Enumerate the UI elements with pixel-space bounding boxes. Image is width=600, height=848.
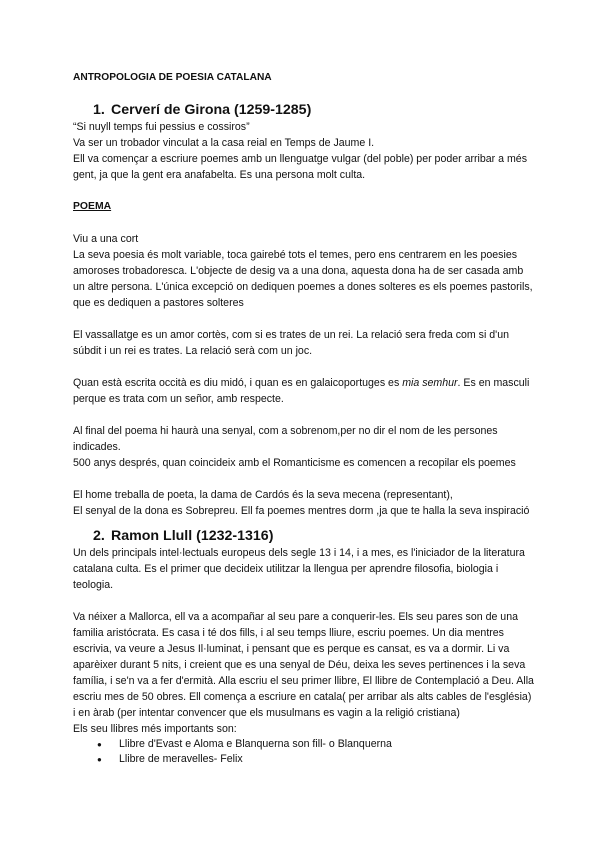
paragraph-text: Quan està escrita occità es diu midó, i quan es en galaicoportuges es	[73, 377, 403, 389]
paragraph: El vassallatge es un amor cortès, com si es trates de un rei. La relació sera freda com si d'un súbdit i un rei es trates. La relació serà com un joc.	[73, 329, 509, 357]
document-title: ANTROPOLOGIA DE POESIA CATALANA	[73, 72, 272, 83]
section-1-heading	[73, 101, 535, 119]
paragraph: La seva poesia és molt variable, toca gairebé tots el temes, pero ens centrarem en les poesies amoroses trobadoresca. L'objecte de desig va a una dona, aquesta dona ha de ser casada amb un altre persona. L'única excepció on dediquen poemes a dones solteres es els poemes pastorils, que es dediquen a pastores solteres	[73, 249, 533, 309]
document-body	[73, 70, 535, 767]
section-1-number: 1.	[93, 102, 105, 118]
paragraph: El home treballa de poeta, la dama de Cardós és la seva mecena (representant),	[73, 489, 453, 501]
section-2-number: 2.	[93, 528, 105, 544]
emphasis-text: mia semhur	[402, 377, 458, 389]
spacer	[73, 215, 535, 231]
spacer	[73, 593, 535, 609]
section-1-title: Cerverí de Girona (1259-1285)	[111, 102, 312, 118]
section-2-title: Ramon Llull (1232-1316)	[111, 528, 274, 544]
paragraph: Viu a una cort	[73, 233, 139, 245]
list-item: ● Llibre d'Evast e Aloma e Blanquerna son fill- o Blanquerna	[107, 737, 535, 752]
paragraph	[73, 375, 535, 407]
paragraph: Un dels principals intel·lectuals europeus dels segle 13 i 14, i a mes, es l'iniciador de la literatura catalana culta. Es el primer que decideix utilitzar la llengua per aprendre filosofia, biologia i teologia.	[73, 547, 525, 591]
paragraph: 500 anys després, quan coincideix amb el Romanticisme es comencen a recopilar els poemes	[73, 457, 516, 469]
spacer	[73, 519, 535, 527]
section-1-line: Ell va començar a escriure poemes amb un llenguatge vulgar (del poble) per poder arribar a més gent, ja que la gent era anafabelta. Es una persona molt culta.	[73, 153, 528, 181]
poema-subheading: POEMA	[73, 201, 112, 212]
spacer	[73, 183, 535, 199]
paragraph: Va néixer a Mallorca, ell va a acompañar al seu pare a conquerir-les. Els seu pares son de una familia aristócrata. Es casa i té dos fills, i al seu temps lliure, escriu poemes. Un dia mentres escrivia, va veure a Jesus Il·luminat, i pensant que es perque es cansat, es va a dormir. Li va aparèixer durant 5 nits, i creient que es una senyal de Déu, deixa les seves pertinences i la seva família, i se'n va a fer d'ermità. Alla escriu el seu primer llibre, El llibre de Contemplació a Deu. Alla escriu mes de 50 obres. Ell comença a escriure en catala( per arribar als alts cables de l'església) i en àrab (per intentar convencer que els musulmans es vagin a la religió cristiana)	[73, 611, 534, 719]
book-list	[73, 737, 535, 767]
spacer	[73, 311, 535, 327]
paragraph: Els seu llibres més importants son:	[73, 723, 237, 735]
paragraph-text: . Es en masculi perque es trata com un señor, amb respecte.	[73, 377, 530, 405]
section-1-quote: “Si nuyll temps fui pessius e cossiros”	[73, 121, 250, 133]
spacer	[73, 471, 535, 487]
spacer	[73, 359, 535, 375]
paragraph: El senyal de la dona es Sobrepreu. Ell fa poemes mentres dorm ,ja que te halla la seva inspiració	[73, 505, 530, 517]
list-item: ● Llibre de meravelles- Felix	[107, 752, 535, 767]
section-1-line: Va ser un trobador vinculat a la casa reial en Temps de Jaume I.	[73, 137, 375, 149]
section-2-heading	[73, 527, 535, 545]
paragraph: Al final del poema hi haurà una senyal, com a sobrenom,per no dir el nom de les persones indicades.	[73, 425, 498, 453]
spacer	[73, 407, 535, 423]
